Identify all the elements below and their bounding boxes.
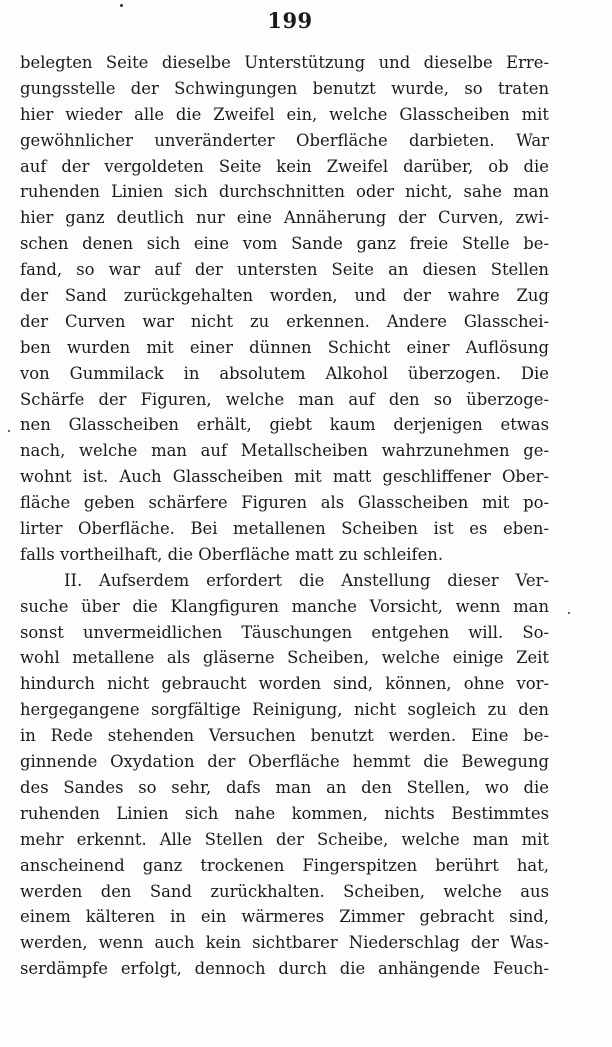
text-line: gewöhnlicher unveränderter Oberfläche darbieten. War bbox=[20, 130, 549, 150]
text-line: gungsstelle der Schwingungen benutzt wurde, so traten bbox=[20, 78, 549, 98]
text-line: der Sand zurückgehalten worden, und der wahre Zug bbox=[20, 286, 549, 306]
text-line: suche über die Klangfiguren manche Vorsicht, wenn man bbox=[20, 596, 549, 616]
text-line: nach, welche man auf Metallscheiben wahrzunehmen ge- bbox=[20, 441, 549, 461]
text-line: wohnt ist. Auch Glasscheiben mit matt geschliffener Ober- bbox=[20, 467, 549, 487]
ink-speck bbox=[8, 430, 10, 432]
text-line: auf der vergoldeten Seite kein Zweifel darüber, ob die bbox=[20, 156, 549, 176]
ink-speck bbox=[568, 612, 570, 614]
page-number: 199 bbox=[267, 8, 313, 33]
text-line: ruhenden Linien sich durchschnitten oder nicht, sahe man bbox=[20, 182, 549, 202]
text-line: einem kälteren in ein wärmeres Zimmer gebracht sind, bbox=[20, 907, 549, 927]
text-line: ruhenden Linien sich nahe kommen, nichts Bestimmtes bbox=[20, 803, 549, 823]
text-line: hier ganz deutlich nur eine Annäherung der Curven, zwi- bbox=[20, 208, 549, 228]
text-line: in Rede stehenden Versuchen benutzt werden. Eine be- bbox=[20, 726, 549, 746]
text-line: von Gummilack in absolutem Alkohol überzogen. Die bbox=[20, 363, 549, 383]
paragraph-end-line: falls vortheilhaft, die Oberfläche matt zu schleifen. bbox=[20, 544, 444, 564]
text-line: ben wurden mit einer dünnen Schicht einer Auflösung bbox=[20, 337, 549, 357]
text-line: belegten Seite dieselbe Unterstützung und dieselbe Erre- bbox=[20, 53, 549, 72]
text-line: wohl metallene als gläserne Scheiben, welche einige Zeit bbox=[20, 648, 549, 668]
body-text bbox=[20, 50, 549, 982]
text-line: der Curven war nicht zu erkennen. Andere Glasschei- bbox=[20, 311, 549, 331]
text-line: serdämpfe erfolgt, dennoch durch die anhängende Feuch- bbox=[20, 959, 549, 979]
text-line: werden, wenn auch kein sichtbarer Niederschlag der Was- bbox=[20, 933, 549, 953]
text-line: des Sandes so sehr, dafs man an den Stellen, wo die bbox=[20, 777, 549, 797]
ink-speck bbox=[120, 4, 123, 7]
text-line: ginnende Oxydation der Oberfläche hemmt die Bewegung bbox=[20, 752, 549, 772]
text-line: lirter Oberfläche. Bei metallenen Scheiben ist es eben- bbox=[20, 519, 549, 539]
text-line: Schärfe der Figuren, welche man auf den so überzoge- bbox=[20, 389, 549, 409]
text-line: mehr erkennt. Alle Stellen der Scheibe, welche man mit bbox=[20, 829, 549, 849]
text-line: hergegangene sorgfältige Reinigung, nicht sogleich zu den bbox=[20, 700, 549, 720]
text-line: fand, so war auf der untersten Seite an diesen Stellen bbox=[20, 260, 549, 280]
text-line: anscheinend ganz trockenen Fingerspitzen berührt hat, bbox=[20, 855, 549, 875]
text-line: schen denen sich eine vom Sande ganz freie Stelle be- bbox=[20, 234, 549, 254]
paragraph-start-line: II. Aufserdem erfordert die Anstellung dieser Ver- bbox=[64, 570, 549, 590]
text-line: hier wieder alle die Zweifel ein, welche Glasscheiben mit bbox=[20, 104, 549, 124]
text-line: nen Glasscheiben erhält, giebt kaum derjenigen etwas bbox=[20, 415, 549, 435]
text-line: werden den Sand zurückhalten. Scheiben, welche aus bbox=[20, 881, 549, 901]
text-line: sonst unvermeidlichen Täuschungen entgehen will. So- bbox=[20, 622, 549, 642]
text-line: fläche geben schärfere Figuren als Glasscheiben mit po- bbox=[20, 493, 549, 513]
text-line: hindurch nicht gebraucht worden sind, können, ohne vor- bbox=[20, 674, 549, 694]
